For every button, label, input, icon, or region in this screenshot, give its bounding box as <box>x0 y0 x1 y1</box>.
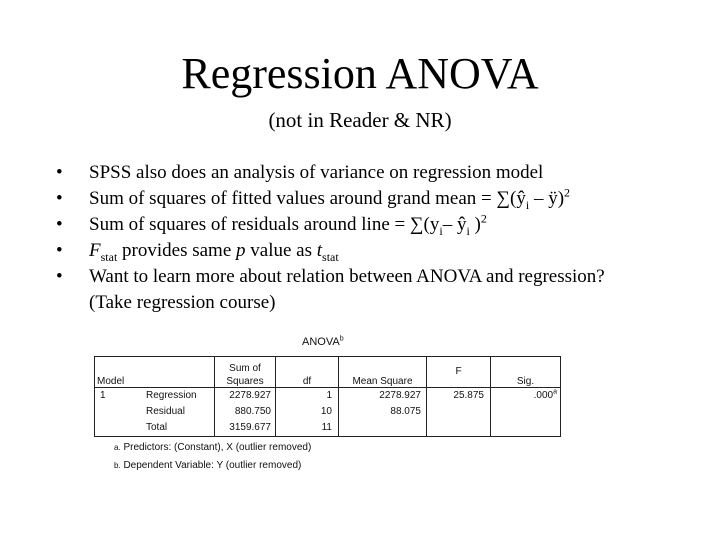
cell-f: 25.875 <box>453 390 484 401</box>
bullet-item-4 <box>56 238 676 264</box>
footnote-a-mark: a. <box>114 443 121 452</box>
bullet-item-3 <box>56 212 676 238</box>
bullet-icon: • <box>56 240 63 261</box>
cell-sig <box>491 390 557 401</box>
model-number: 1 <box>100 390 106 401</box>
cell-df: 11 <box>321 422 332 433</box>
slide-title: Regression ANOVA <box>181 49 539 98</box>
table-border-right <box>560 356 561 437</box>
t-symbol: t <box>316 240 323 261</box>
header-sig: Sig. <box>516 376 535 387</box>
p-symbol: p <box>236 240 246 261</box>
anova-table <box>94 336 564 486</box>
bullet-item-2 <box>56 186 676 212</box>
f-symbol: F <box>89 240 101 261</box>
footnote-b <box>114 460 301 471</box>
subscript: i <box>525 197 530 212</box>
bullet-icon: • <box>56 214 63 235</box>
subscript: i <box>466 223 470 238</box>
bullet-icon: • <box>56 162 63 183</box>
row-label-total: Total <box>146 422 168 433</box>
footnote-a-text: Predictors: (Constant), X (outlier removed) <box>123 442 312 453</box>
header-sum-of-squares-1: Sum of <box>229 363 261 374</box>
header-df: df <box>302 376 312 387</box>
header-model: Model <box>97 376 125 387</box>
anova-title-text: ANOVA <box>302 336 340 348</box>
footnote-b-mark: b. <box>114 461 121 470</box>
subscript: stat <box>100 249 118 264</box>
bullet-text: Sum of squares of fitted values around grand mean = ∑(ŷ <box>89 188 526 209</box>
cell-ss: 880.750 <box>234 406 271 417</box>
bullet-item-5 <box>56 264 676 316</box>
cell-df: 1 <box>326 390 332 401</box>
subscript: i <box>439 223 443 238</box>
bullet-text: Want to learn more about relation between ANOVA and regression? <box>89 266 605 287</box>
bullet-list <box>56 160 676 316</box>
anova-title-superscript: b <box>339 335 344 343</box>
bullet-icon: • <box>56 266 63 287</box>
cell-sig-superscript: a <box>553 388 557 396</box>
cell-df: 10 <box>320 406 332 417</box>
header-sum-of-squares-2: Squares <box>226 376 264 387</box>
slide-subtitle: (not in Reader & NR) <box>268 108 452 132</box>
superscript: 2 <box>564 185 571 200</box>
cell-ss: 3159.677 <box>229 422 271 433</box>
bullet-item-1 <box>56 160 676 186</box>
footnote-b-text: Dependent Variable: Y (outlier removed) <box>123 460 302 471</box>
footnote-a <box>114 442 311 453</box>
bullet-text: Sum of squares of residuals around line = ∑(y <box>89 214 440 235</box>
superscript: 2 <box>480 211 487 226</box>
bullet-text: SPSS also does an analysis of variance on regression model <box>89 162 544 183</box>
bullet-text-mid: value as <box>245 240 317 261</box>
subscript: stat <box>322 249 339 264</box>
bullet-icon: • <box>56 188 63 209</box>
cell-ms: 88.075 <box>390 406 421 417</box>
row-label-regression: Regression <box>146 390 197 401</box>
table-border-left <box>94 356 95 437</box>
row-label-residual: Residual <box>146 406 185 417</box>
bullet-text-mid: – ÿ) <box>529 188 565 209</box>
bullet-text: provides same <box>117 240 237 261</box>
header-mean-square: Mean Square <box>352 376 413 387</box>
bullet-text-line2: (Take regression course) <box>89 292 276 313</box>
cell-sig-value: .000 <box>533 390 554 401</box>
bullet-text-mid: – ŷ <box>442 214 467 235</box>
cell-ss: 2278.927 <box>229 390 271 401</box>
anova-table-title <box>302 336 344 348</box>
header-f: F <box>455 366 462 377</box>
cell-ms: 2278.927 <box>379 390 421 401</box>
bullet-text-end: ) <box>469 214 481 235</box>
